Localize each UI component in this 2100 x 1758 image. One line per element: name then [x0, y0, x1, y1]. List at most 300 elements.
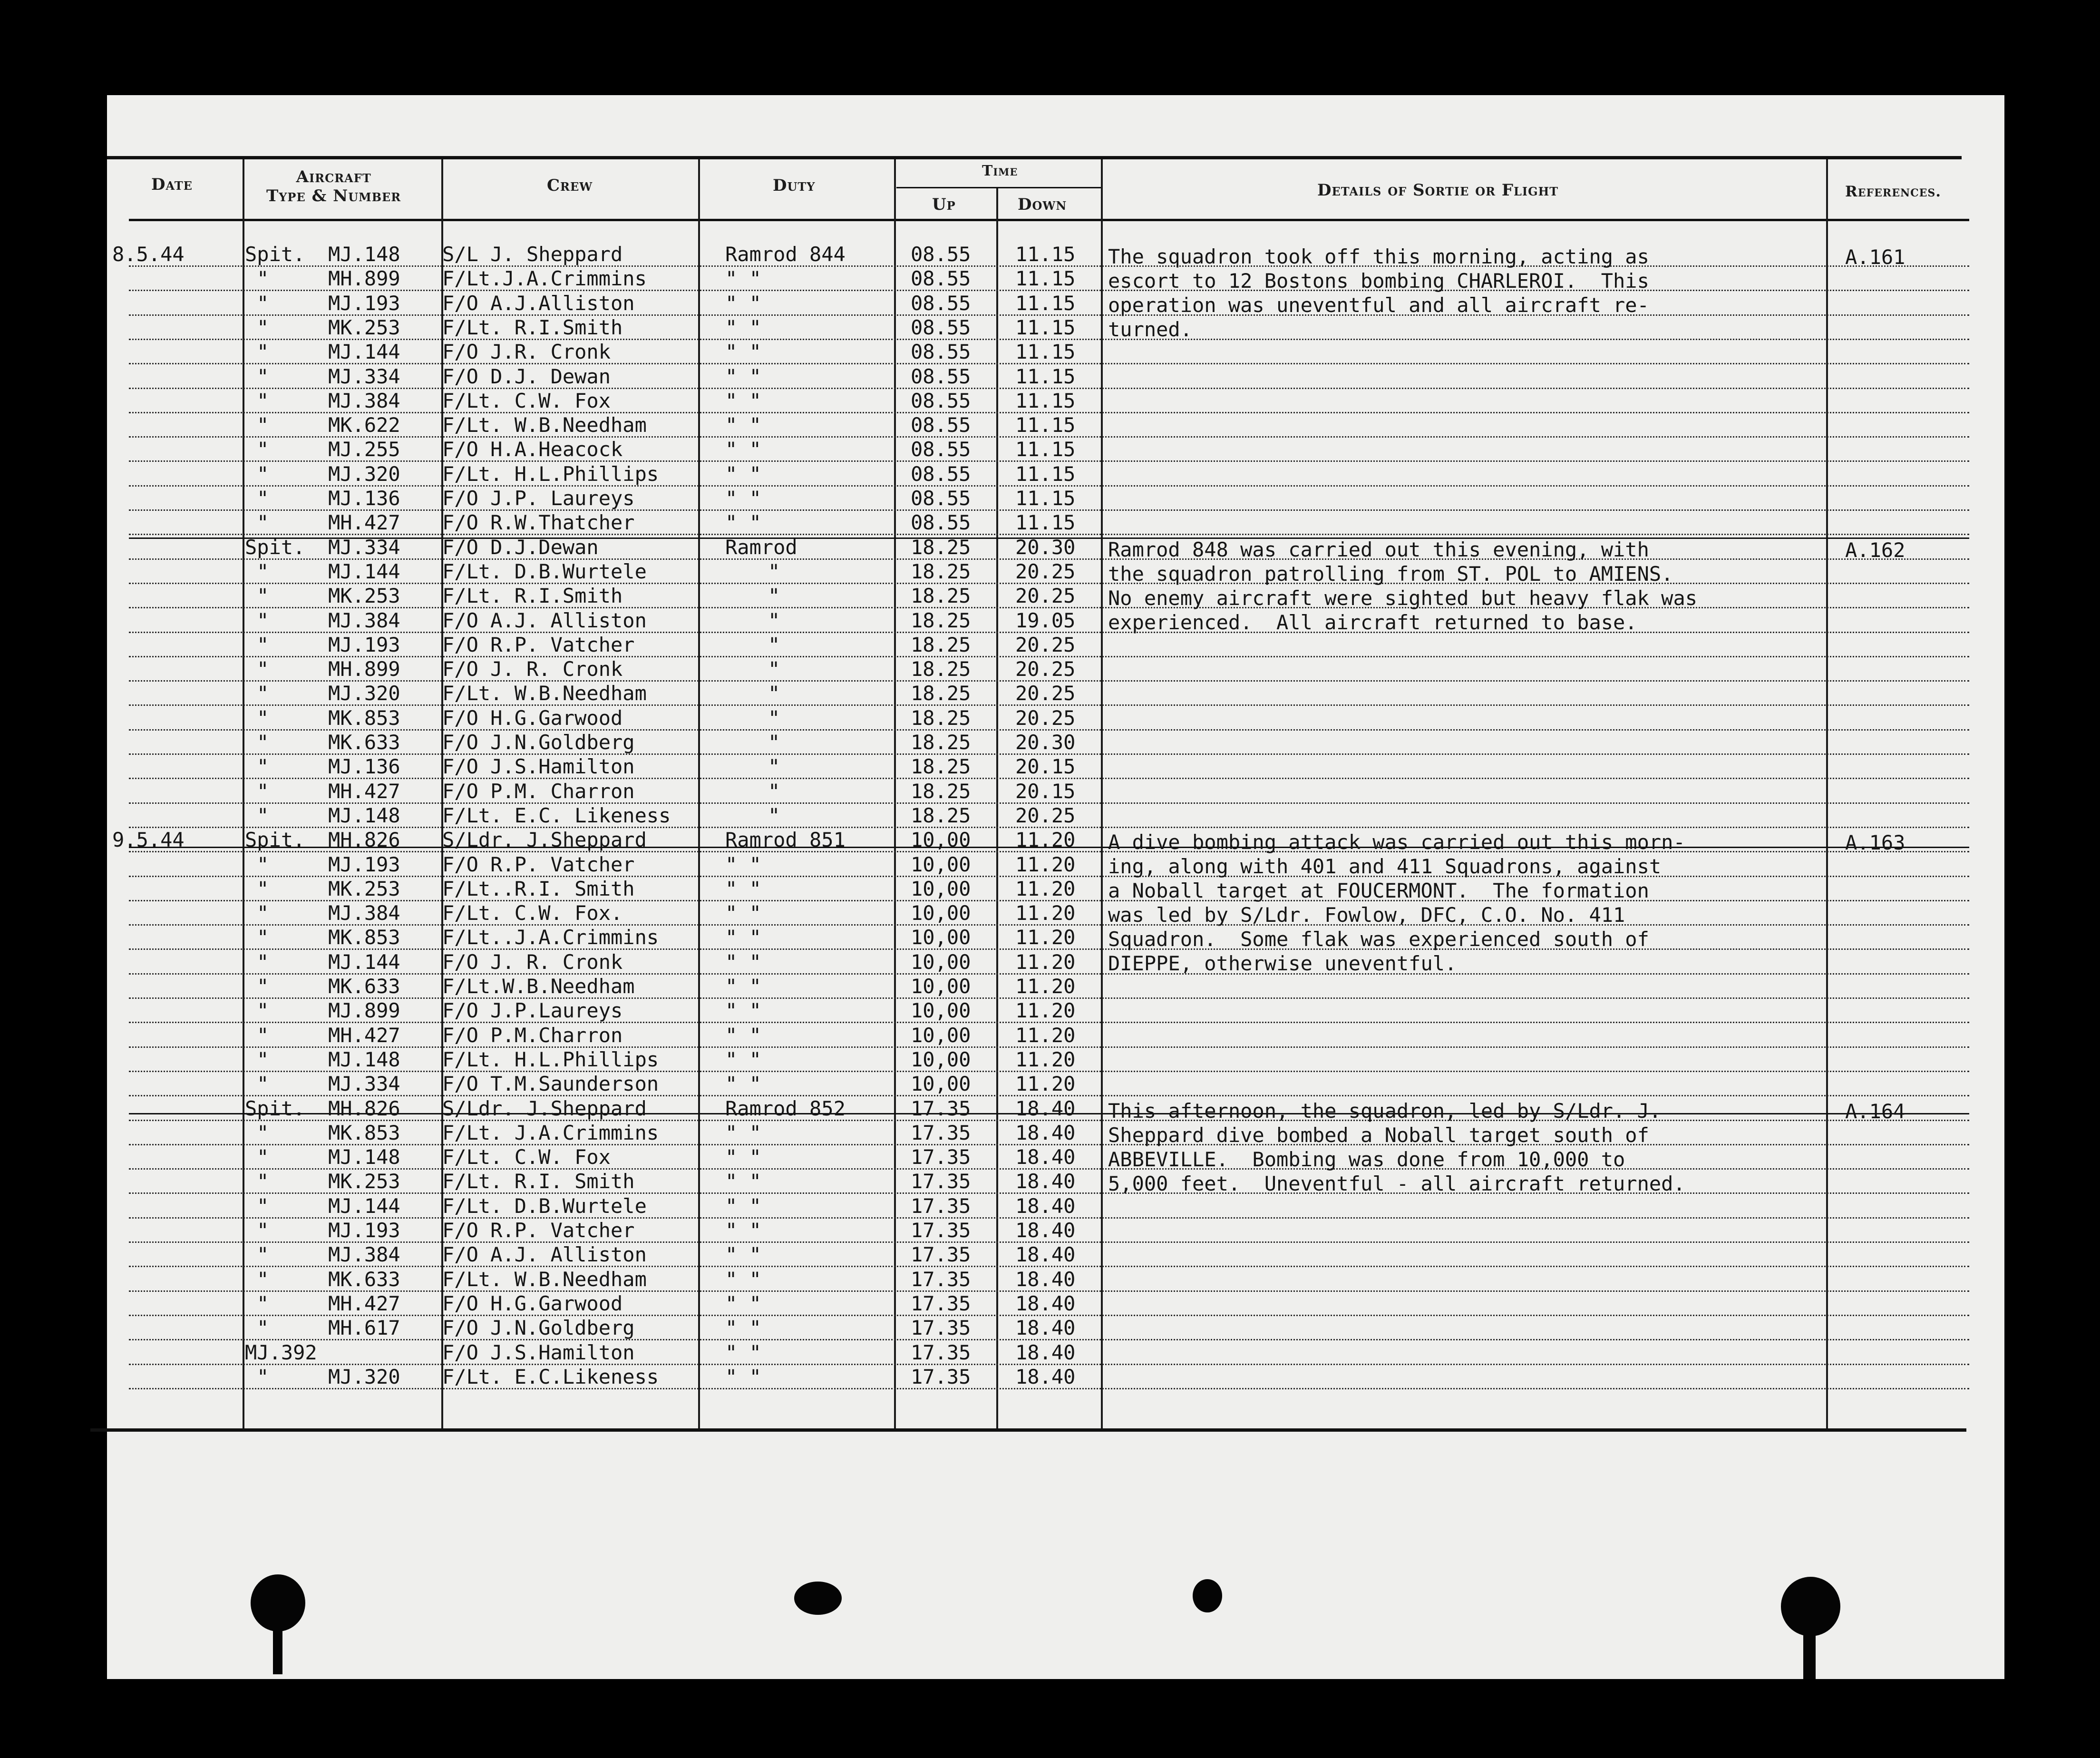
- cell-duty: ": [768, 633, 780, 656]
- cell-number: MK.253: [328, 584, 400, 608]
- cell-down: 18.40: [1015, 1170, 1076, 1193]
- cell-type: ": [257, 1267, 269, 1291]
- top-rule: [107, 156, 1962, 159]
- cell-number: MJ.899: [328, 999, 400, 1023]
- cell-type: ": [257, 584, 269, 608]
- cell-type: ": [257, 364, 269, 388]
- column-line-details: [1826, 159, 1828, 1428]
- cell-number: MH.427: [328, 511, 400, 535]
- cell-up: 10,00: [911, 828, 971, 852]
- cell-up: 18.25: [911, 559, 971, 583]
- cell-type: ": [257, 608, 269, 632]
- header-aircraft-line2: Type & Number: [266, 186, 401, 205]
- cell-type: ": [257, 389, 269, 412]
- cell-up: 18.25: [911, 633, 971, 656]
- cell-duty: " ": [725, 1072, 761, 1096]
- cell-duty: ": [768, 584, 780, 608]
- cell-type: ": [257, 803, 269, 827]
- bottom-rule: [90, 1428, 1966, 1432]
- cell-type: ": [257, 950, 269, 974]
- cell-down: 11.15: [1015, 487, 1076, 510]
- cell-up: 10,00: [911, 1047, 971, 1071]
- cell-down: 11.15: [1015, 340, 1076, 364]
- cell-up: 18.25: [911, 682, 971, 705]
- cell-down: 11.20: [1015, 999, 1076, 1023]
- cell-duty: " ": [725, 950, 761, 974]
- cell-type: ": [257, 975, 269, 998]
- cell-type: ": [257, 511, 269, 535]
- cell-type: ": [257, 706, 269, 730]
- cell-down: 20.25: [1015, 803, 1076, 827]
- cell-crew: F/Lt.W.B.Needham: [442, 975, 635, 998]
- cell-down: 20.15: [1015, 779, 1076, 803]
- cell-down: 18.40: [1015, 1291, 1076, 1315]
- cell-crew: F/O A.J. Alliston: [442, 1243, 647, 1267]
- cell-type: Spit.: [245, 1096, 305, 1120]
- cell-crew: F/O J.S.Hamilton: [442, 755, 635, 779]
- cell-number: MK.633: [328, 731, 400, 754]
- header-crew: Crew: [547, 176, 593, 195]
- cell-crew: F/Lt..J.A.Crimmins: [442, 926, 659, 949]
- cell-number: MJ.193: [328, 291, 400, 315]
- cell-type: ": [257, 340, 269, 364]
- cell-date: 9.5.44: [112, 828, 185, 852]
- cell-duty: " ": [725, 462, 761, 486]
- cell-number: MJ.148: [328, 1145, 400, 1169]
- cell-down: 11.15: [1015, 364, 1076, 388]
- cell-down: 20.25: [1015, 559, 1076, 583]
- cell-duty: " ": [725, 291, 761, 315]
- column-line-date: [243, 159, 244, 1428]
- cell-number: MJ.148: [328, 1047, 400, 1071]
- cell-number: MK.633: [328, 1267, 400, 1291]
- cell-crew: F/Lt. R.I.Smith: [442, 315, 623, 339]
- cell-up: 08.55: [911, 315, 971, 339]
- cell-duty: " ": [725, 511, 761, 535]
- cell-down: 20.25: [1015, 706, 1076, 730]
- cell-crew: F/O H.G.Garwood: [442, 1291, 623, 1315]
- cell-type: ": [257, 1316, 269, 1340]
- cell-down: 11.15: [1015, 243, 1076, 266]
- cell-type: ": [257, 1365, 269, 1388]
- cell-crew: F/Lt. C.W. Fox: [442, 1145, 611, 1169]
- cell-type: ": [257, 999, 269, 1023]
- cell-number: MJ.148: [328, 243, 400, 266]
- column-line-down: [1101, 159, 1103, 1428]
- cell-up: 17.35: [911, 1096, 971, 1120]
- cell-up: 10,00: [911, 1023, 971, 1047]
- cell-up: 08.55: [911, 364, 971, 388]
- sortie-details: The squadron took off this morning, acting as escort to 12 Bostons bombing CHARLEROI. This operation was uneventful and all aircraft re- turned.: [1108, 245, 1649, 341]
- cell-duty: " ": [725, 1365, 761, 1388]
- cell-duty: " ": [725, 1291, 761, 1315]
- cell-duty: " ": [725, 487, 761, 510]
- sortie-details: This afternoon, the squadron, led by S/Ldr. J. Sheppard dive bombed a Noball target south of ABBEVILLE. Bombing was done from 10,000 to 5,000 feet. Uneventful - all aircraft returned.: [1108, 1099, 1685, 1195]
- cell-number: MK.622: [328, 413, 400, 437]
- cell-duty: " ": [725, 315, 761, 339]
- cell-duty: ": [768, 731, 780, 754]
- cell-down: 20.25: [1015, 633, 1076, 656]
- cell-type: ": [257, 901, 269, 925]
- cell-down: 18.40: [1015, 1340, 1076, 1364]
- cell-duty: " ": [725, 1023, 761, 1047]
- cell-down: 11.20: [1015, 1047, 1076, 1071]
- cell-up: 08.55: [911, 267, 971, 291]
- cell-crew: S/Ldr. J.Sheppard: [442, 828, 647, 852]
- cell-number: MJ.384: [328, 901, 400, 925]
- cell-number: MJ.136: [328, 755, 400, 779]
- cell-number: MK.253: [328, 877, 400, 900]
- cell-down: 20.25: [1015, 584, 1076, 608]
- cell-duty: ": [768, 682, 780, 705]
- cell-up: 08.55: [911, 340, 971, 364]
- cell-down: 11.20: [1015, 926, 1076, 949]
- cell-type: MJ.392: [245, 1340, 317, 1364]
- cell-down: 18.40: [1015, 1316, 1076, 1340]
- cell-number: MJ.384: [328, 608, 400, 632]
- cell-down: 18.40: [1015, 1145, 1076, 1169]
- cell-duty: " ": [725, 1194, 761, 1218]
- cell-number: MJ.144: [328, 1194, 400, 1218]
- cell-up: 18.25: [911, 608, 971, 632]
- cell-type: ": [257, 267, 269, 291]
- sortie-details: A dive bombing attack was carried out this morn- ing, along with 401 and 411 Squadrons, against a Noball target at FOUCERMONT. The formation was led by S/Ldr. Fowlow, DFC, C.O. No. 411 Squadron. Some flak was experienced south of DIEPPE, otherwise uneventful.: [1108, 830, 1685, 976]
- reference-number: A.164: [1845, 1099, 1906, 1123]
- cell-crew: F/O R.P. Vatcher: [442, 852, 635, 876]
- cell-number: MJ.193: [328, 633, 400, 656]
- reference-number: A.162: [1845, 538, 1906, 562]
- cell-up: 18.25: [911, 803, 971, 827]
- cell-number: MH.899: [328, 267, 400, 291]
- cell-down: 11.15: [1015, 438, 1076, 461]
- cell-duty: " ": [725, 438, 761, 461]
- cell-down: 11.20: [1015, 828, 1076, 852]
- cell-type: ": [257, 413, 269, 437]
- cell-number: MK.853: [328, 1121, 400, 1144]
- cell-type: ": [257, 657, 269, 681]
- cell-crew: F/Lt. E.C.Likeness: [442, 1365, 659, 1388]
- cell-up: 17.35: [911, 1219, 971, 1242]
- cell-duty: ": [768, 608, 780, 632]
- cell-type: ": [257, 1145, 269, 1169]
- header-down: Down: [1018, 195, 1067, 214]
- cell-crew: F/O A.J. Alliston: [442, 608, 647, 632]
- cell-up: 10,00: [911, 852, 971, 876]
- cell-duty: " ": [725, 340, 761, 364]
- cell-number: MJ.320: [328, 462, 400, 486]
- cell-down: 11.20: [1015, 877, 1076, 900]
- cell-up: 10,00: [911, 901, 971, 925]
- cell-crew: S/L J. Sheppard: [442, 243, 623, 266]
- cell-number: MJ.144: [328, 340, 400, 364]
- cell-crew: F/Lt. W.B.Needham: [442, 682, 647, 705]
- cell-type: Spit.: [245, 243, 305, 266]
- cell-type: ": [257, 462, 269, 486]
- cell-type: ": [257, 1219, 269, 1242]
- cell-up: 17.35: [911, 1194, 971, 1218]
- punch-hole-slot: [1803, 1622, 1816, 1679]
- cell-number: MK.253: [328, 315, 400, 339]
- cell-up: 17.35: [911, 1267, 971, 1291]
- cell-down: 20.15: [1015, 755, 1076, 779]
- cell-type: ": [257, 1023, 269, 1047]
- column-line-duty: [894, 159, 896, 1428]
- cell-down: 11.20: [1015, 975, 1076, 998]
- cell-up: 18.25: [911, 706, 971, 730]
- cell-crew: F/O R.P. Vatcher: [442, 633, 635, 656]
- cell-crew: F/Lt. R.I.Smith: [442, 584, 623, 608]
- cell-type: ": [257, 731, 269, 754]
- cell-up: 18.25: [911, 755, 971, 779]
- cell-number: MH.826: [328, 828, 400, 852]
- cell-up: 10,00: [911, 975, 971, 998]
- cell-crew: F/O J.S.Hamilton: [442, 1340, 635, 1364]
- cell-down: 20.30: [1015, 535, 1076, 559]
- cell-up: 17.35: [911, 1243, 971, 1267]
- cell-up: 18.25: [911, 535, 971, 559]
- cell-down: 11.15: [1015, 511, 1076, 535]
- cell-up: 17.35: [911, 1340, 971, 1364]
- cell-crew: F/Lt. R.I. Smith: [442, 1170, 635, 1193]
- cell-number: MH.826: [328, 1096, 400, 1120]
- cell-duty: " ": [725, 1316, 761, 1340]
- cell-type: ": [257, 1072, 269, 1096]
- cell-down: 11.15: [1015, 267, 1076, 291]
- cell-number: MJ.144: [328, 950, 400, 974]
- cell-up: 10,00: [911, 1072, 971, 1096]
- time-split-rule: [896, 187, 1101, 188]
- cell-number: MJ.193: [328, 852, 400, 876]
- cell-up: 08.55: [911, 291, 971, 315]
- cell-duty: " ": [725, 1121, 761, 1144]
- column-line-crew: [698, 159, 700, 1428]
- cell-down: 11.15: [1015, 462, 1076, 486]
- cell-down: 18.40: [1015, 1267, 1076, 1291]
- cell-number: MJ.334: [328, 535, 400, 559]
- cell-type: ": [257, 1194, 269, 1218]
- cell-number: MJ.136: [328, 487, 400, 510]
- cell-type: ": [257, 877, 269, 900]
- cell-up: 08.55: [911, 511, 971, 535]
- cell-crew: F/O R.P. Vatcher: [442, 1219, 635, 1242]
- cell-duty: " ": [725, 1219, 761, 1242]
- cell-type: ": [257, 1121, 269, 1144]
- sortie-details: Ramrod 848 was carried out this evening, with the squadron patrolling from ST. POL to AMIENS. No enemy aircraft were sighted but heavy flak was experienced. All aircraft returned to base.: [1108, 537, 1698, 634]
- cell-type: ": [257, 1243, 269, 1267]
- cell-down: 11.20: [1015, 1023, 1076, 1047]
- cell-number: MH.427: [328, 1291, 400, 1315]
- cell-up: 08.55: [911, 243, 971, 266]
- cell-type: ": [257, 487, 269, 510]
- cell-number: MK.253: [328, 1170, 400, 1193]
- cell-down: 19.05: [1015, 608, 1076, 632]
- cell-crew: F/Lt. C.W. Fox: [442, 389, 611, 412]
- cell-up: 10,00: [911, 950, 971, 974]
- cell-number: MJ.334: [328, 364, 400, 388]
- cell-up: 08.55: [911, 462, 971, 486]
- cell-duty: " ": [725, 1243, 761, 1267]
- cell-crew: F/O J.R. Cronk: [442, 340, 611, 364]
- cell-duty: " ": [725, 999, 761, 1023]
- cell-crew: F/O P.M.Charron: [442, 1023, 623, 1047]
- cell-down: 18.40: [1015, 1194, 1076, 1218]
- cell-up: 18.25: [911, 779, 971, 803]
- cell-number: MH.427: [328, 1023, 400, 1047]
- cell-duty: ": [768, 706, 780, 730]
- cell-duty: ": [768, 657, 780, 681]
- cell-down: 18.40: [1015, 1219, 1076, 1242]
- cell-duty: " ": [725, 267, 761, 291]
- cell-date: 8.5.44: [112, 243, 185, 266]
- cell-number: MJ.384: [328, 1243, 400, 1267]
- cell-type: Spit.: [245, 828, 305, 852]
- cell-type: ": [257, 291, 269, 315]
- cell-up: 17.35: [911, 1291, 971, 1315]
- cell-duty: " ": [725, 1047, 761, 1071]
- cell-duty: " ": [725, 901, 761, 925]
- punch-hole-slot: [273, 1617, 282, 1674]
- cell-down: 11.15: [1015, 315, 1076, 339]
- cell-down: 11.20: [1015, 901, 1076, 925]
- cell-number: MH.899: [328, 657, 400, 681]
- cell-crew: F/O J. R. Cronk: [442, 657, 623, 681]
- cell-duty: " ": [725, 1267, 761, 1291]
- cell-up: 10,00: [911, 999, 971, 1023]
- cell-duty: " ": [725, 852, 761, 876]
- cell-number: MH.617: [328, 1316, 400, 1340]
- cell-up: 17.35: [911, 1121, 971, 1144]
- header-aircraft-line1: Aircraft: [296, 167, 371, 186]
- cell-crew: F/Lt. J.A.Crimmins: [442, 1121, 659, 1144]
- cell-number: MJ.320: [328, 1365, 400, 1388]
- cell-crew: F/Lt. H.L.Phillips: [442, 1047, 659, 1071]
- cell-crew: F/Lt. D.B.Wurtele: [442, 1194, 647, 1218]
- header-duty: Duty: [773, 176, 816, 195]
- cell-crew: F/O R.W.Thatcher: [442, 511, 635, 535]
- cell-duty: Ramrod 852: [725, 1096, 846, 1120]
- cell-crew: F/O T.M.Saunderson: [442, 1072, 659, 1096]
- cell-duty: ": [768, 559, 780, 583]
- cell-crew: F/O J.P. Laureys: [442, 487, 635, 510]
- cell-type: ": [257, 633, 269, 656]
- cell-up: 17.35: [911, 1170, 971, 1193]
- cell-duty: " ": [725, 1340, 761, 1364]
- reference-number: A.161: [1845, 245, 1906, 269]
- cell-number: MK.853: [328, 706, 400, 730]
- cell-crew: F/Lt. W.B.Needham: [442, 413, 647, 437]
- cell-up: 17.35: [911, 1365, 971, 1388]
- cell-up: 08.55: [911, 487, 971, 510]
- cell-crew: F/O J.N.Goldberg: [442, 1316, 635, 1340]
- cell-crew: F/O P.M. Charron: [442, 779, 635, 803]
- cell-duty: Ramrod: [725, 535, 797, 559]
- cell-up: 17.35: [911, 1316, 971, 1340]
- cell-type: ": [257, 926, 269, 949]
- cell-down: 11.20: [1015, 852, 1076, 876]
- cell-down: 18.40: [1015, 1365, 1076, 1388]
- cell-crew: F/O J. R. Cronk: [442, 950, 623, 974]
- punch-hole: [794, 1582, 842, 1615]
- cell-number: MJ.148: [328, 803, 400, 827]
- cell-type: ": [257, 559, 269, 583]
- cell-crew: F/O J.P.Laureys: [442, 999, 623, 1023]
- cell-duty: ": [768, 779, 780, 803]
- cell-number: MK.633: [328, 975, 400, 998]
- cell-number: MJ.255: [328, 438, 400, 461]
- header-details: Details of Sortie or Flight: [1317, 181, 1559, 200]
- cell-up: 10,00: [911, 926, 971, 949]
- cell-duty: " ": [725, 1145, 761, 1169]
- cell-duty: " ": [725, 975, 761, 998]
- cell-down: 18.40: [1015, 1096, 1076, 1120]
- cell-up: 17.35: [911, 1145, 971, 1169]
- cell-duty: Ramrod 851: [725, 828, 846, 852]
- cell-crew: F/Lt. H.L.Phillips: [442, 462, 659, 486]
- cell-up: 18.25: [911, 584, 971, 608]
- cell-crew: S/Ldr. J.Sheppard: [442, 1096, 647, 1120]
- cell-down: 11.20: [1015, 950, 1076, 974]
- cell-up: 08.55: [911, 413, 971, 437]
- cell-down: 18.40: [1015, 1243, 1076, 1267]
- cell-crew: F/O J.N.Goldberg: [442, 731, 635, 754]
- cell-number: MK.853: [328, 926, 400, 949]
- cell-down: 11.15: [1015, 413, 1076, 437]
- header-up: Up: [932, 195, 956, 214]
- cell-type: ": [257, 682, 269, 705]
- cell-down: 11.20: [1015, 1072, 1076, 1096]
- cell-down: 11.15: [1015, 291, 1076, 315]
- cell-crew: F/Lt. E.C. Likeness: [442, 803, 671, 827]
- header-bottom-rule: [129, 219, 1969, 221]
- cell-duty: ": [768, 803, 780, 827]
- cell-up: 18.25: [911, 657, 971, 681]
- cell-type: Spit.: [245, 535, 305, 559]
- cell-number: MH.427: [328, 779, 400, 803]
- cell-up: 10,00: [911, 877, 971, 900]
- cell-crew: F/Lt. D.B.Wurtele: [442, 559, 647, 583]
- cell-duty: " ": [725, 926, 761, 949]
- cell-type: ": [257, 1291, 269, 1315]
- cell-crew: F/O A.J.Alliston: [442, 291, 635, 315]
- cell-crew: F/Lt.J.A.Crimmins: [442, 267, 647, 291]
- cell-crew: F/Lt..R.I. Smith: [442, 877, 635, 900]
- cell-crew: F/O H.G.Garwood: [442, 706, 623, 730]
- cell-number: MJ.193: [328, 1219, 400, 1242]
- cell-type: ": [257, 438, 269, 461]
- cell-duty: " ": [725, 364, 761, 388]
- cell-duty: Ramrod 844: [725, 243, 846, 266]
- header-aircraft: [266, 167, 401, 205]
- cell-duty: " ": [725, 389, 761, 412]
- cell-crew: F/O D.J.Dewan: [442, 535, 599, 559]
- reference-number: A.163: [1845, 831, 1906, 855]
- cell-type: ": [257, 779, 269, 803]
- cell-duty: " ": [725, 413, 761, 437]
- header-time: Time: [982, 163, 1018, 179]
- cell-down: 18.40: [1015, 1121, 1076, 1144]
- cell-type: ": [257, 852, 269, 876]
- cell-crew: F/O D.J. Dewan: [442, 364, 611, 388]
- cell-duty: " ": [725, 877, 761, 900]
- cell-up: 18.25: [911, 731, 971, 754]
- cell-down: 20.25: [1015, 682, 1076, 705]
- cell-number: MJ.384: [328, 389, 400, 412]
- cell-up: 08.55: [911, 438, 971, 461]
- cell-crew: F/Lt. C.W. Fox.: [442, 901, 623, 925]
- cell-down: 20.25: [1015, 657, 1076, 681]
- cell-crew: F/Lt. W.B.Needham: [442, 1267, 647, 1291]
- cell-duty: ": [768, 755, 780, 779]
